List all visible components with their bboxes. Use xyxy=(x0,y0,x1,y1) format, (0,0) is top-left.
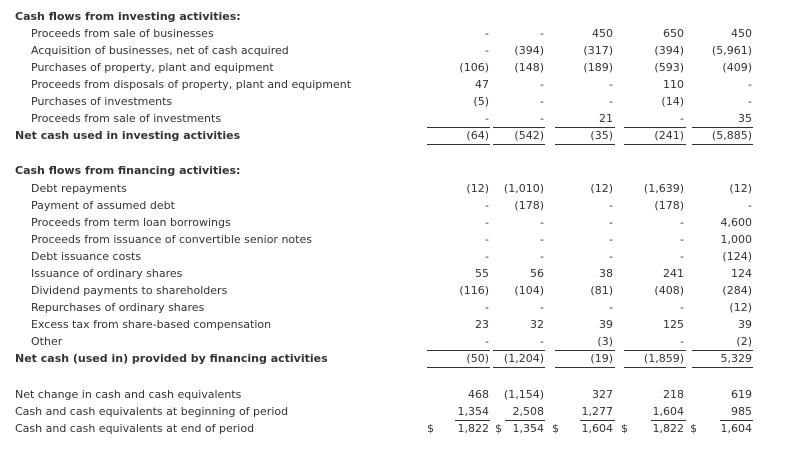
cell-value: 110 xyxy=(663,78,684,91)
cell-value: 619 xyxy=(731,388,752,401)
cell-value: - xyxy=(748,95,752,108)
currency-symbol: $ xyxy=(621,422,628,435)
row-label: Proceeds from issuance of convertible senior notes xyxy=(31,233,312,246)
cell-value: (1,010) xyxy=(503,182,544,195)
currency-symbol: $ xyxy=(690,422,697,435)
cell-value: 218 xyxy=(663,388,684,401)
cell-value: - xyxy=(540,78,544,91)
total-rule xyxy=(555,144,615,145)
cell-value: (12) xyxy=(466,182,489,195)
cell-value: (593) xyxy=(654,61,684,74)
cell-value: 55 xyxy=(475,267,489,280)
cell-value: 468 xyxy=(468,388,489,401)
cell-value: 39 xyxy=(738,318,752,331)
table-row xyxy=(0,214,790,231)
cell-value: (5) xyxy=(473,95,489,108)
table-row xyxy=(0,231,790,248)
cell-value: (394) xyxy=(514,44,544,57)
cell-value: 125 xyxy=(663,318,684,331)
cell-value: 1,822 xyxy=(457,422,489,435)
cell-value: (189) xyxy=(583,61,613,74)
cell-value: - xyxy=(540,233,544,246)
currency-symbol: $ xyxy=(552,422,559,435)
total-rule xyxy=(493,367,545,368)
cell-value: 39 xyxy=(599,318,613,331)
cell-value: - xyxy=(680,216,684,229)
cell-value: (116) xyxy=(459,284,489,297)
cell-value: 1,604 xyxy=(720,422,752,435)
cell-value: 35 xyxy=(738,112,752,125)
cell-value: 4,600 xyxy=(720,216,752,229)
cell-value: - xyxy=(540,95,544,108)
cell-value: 2,508 xyxy=(512,405,544,418)
cell-value: 1,604 xyxy=(581,422,613,435)
total-row xyxy=(0,350,790,367)
cell-value: - xyxy=(540,301,544,314)
currency-symbol: $ xyxy=(495,422,502,435)
cell-value: - xyxy=(485,301,489,314)
total-value: (1,204) xyxy=(503,352,544,365)
table-row xyxy=(0,25,790,42)
table-row xyxy=(0,180,790,197)
cell-value: 38 xyxy=(599,267,613,280)
cell-value: - xyxy=(609,199,613,212)
total-label: Net cash (used in) provided by financing activities xyxy=(15,352,328,365)
total-value: (5,885) xyxy=(711,129,752,142)
row-label: Acquisition of businesses, net of cash acquired xyxy=(31,44,289,57)
row-label: Purchases of investments xyxy=(31,95,173,108)
total-label: Net cash used in investing activities xyxy=(15,129,241,142)
table-row xyxy=(0,386,790,403)
total-value: (1,859) xyxy=(643,352,684,365)
row-label: Repurchases of ordinary shares xyxy=(31,301,205,314)
currency-symbol: $ xyxy=(427,422,434,435)
cell-value: 1,604 xyxy=(652,405,684,418)
row-label: Net change in cash and cash equivalents xyxy=(15,388,242,401)
table-row xyxy=(0,299,790,316)
cell-value: (1,639) xyxy=(643,182,684,195)
cell-value: - xyxy=(485,335,489,348)
cell-value: - xyxy=(485,250,489,263)
cell-value: (12) xyxy=(590,182,613,195)
cell-value: 1,000 xyxy=(720,233,752,246)
cell-value: - xyxy=(680,250,684,263)
cell-value: (3) xyxy=(597,335,613,348)
cell-value: (14) xyxy=(661,95,684,108)
total-value: 5,329 xyxy=(720,352,752,365)
total-value: (19) xyxy=(590,352,613,365)
cell-value: 1,277 xyxy=(581,405,613,418)
row-label: Issuance of ordinary shares xyxy=(31,267,183,280)
table-row xyxy=(0,59,790,76)
row-label: Cash and cash equivalents at end of period xyxy=(15,422,255,435)
cell-value: - xyxy=(540,250,544,263)
total-rule xyxy=(427,367,490,368)
cell-value: (81) xyxy=(590,284,613,297)
total-rule xyxy=(624,367,686,368)
total-rule xyxy=(555,367,615,368)
cell-value: (148) xyxy=(514,61,544,74)
cell-value: 450 xyxy=(731,27,752,40)
table-row xyxy=(0,316,790,333)
cell-value: - xyxy=(609,95,613,108)
cell-value: - xyxy=(485,44,489,57)
cell-value: (106) xyxy=(459,61,489,74)
cell-value: (2) xyxy=(736,335,752,348)
cell-value: - xyxy=(609,78,613,91)
table-row xyxy=(0,110,790,127)
cell-value: 21 xyxy=(599,112,613,125)
section-title: Cash flows from financing activities: xyxy=(15,164,241,177)
cell-value: 650 xyxy=(663,27,684,40)
cell-value: - xyxy=(540,112,544,125)
cell-value: - xyxy=(485,233,489,246)
cell-value: 47 xyxy=(475,78,489,91)
cell-value: (1,154) xyxy=(503,388,544,401)
cell-value: (409) xyxy=(722,61,752,74)
table-row xyxy=(0,333,790,350)
cell-value: (178) xyxy=(514,199,544,212)
cell-value: (408) xyxy=(654,284,684,297)
row-label: Proceeds from sale of investments xyxy=(31,112,222,125)
total-row xyxy=(0,420,790,437)
table-row xyxy=(0,42,790,59)
cell-value: - xyxy=(540,335,544,348)
total-rule xyxy=(692,367,753,368)
cell-value: (5,961) xyxy=(711,44,752,57)
cell-value: - xyxy=(680,335,684,348)
total-value: (50) xyxy=(466,352,489,365)
row-label: Other xyxy=(31,335,63,348)
table-row xyxy=(0,197,790,214)
total-value: (35) xyxy=(590,129,613,142)
cell-value: 56 xyxy=(530,267,544,280)
cell-value: - xyxy=(609,233,613,246)
cell-value: 1,822 xyxy=(652,422,684,435)
cell-value: 32 xyxy=(530,318,544,331)
cell-value: - xyxy=(609,216,613,229)
cell-value: 450 xyxy=(592,27,613,40)
cell-value: - xyxy=(748,199,752,212)
cell-value: 327 xyxy=(592,388,613,401)
cell-value: 124 xyxy=(731,267,752,280)
total-rule xyxy=(427,144,490,145)
total-rule xyxy=(624,144,686,145)
table-row xyxy=(0,265,790,282)
financing-header-row xyxy=(0,162,790,179)
cell-value: 1,354 xyxy=(457,405,489,418)
cell-value: (317) xyxy=(583,44,613,57)
table-row xyxy=(0,248,790,265)
cell-value: - xyxy=(485,27,489,40)
cell-value: 23 xyxy=(475,318,489,331)
cell-value: 1,354 xyxy=(512,422,544,435)
row-label: Purchases of property, plant and equipment xyxy=(31,61,274,74)
cell-value: - xyxy=(680,233,684,246)
cell-value: 241 xyxy=(663,267,684,280)
cell-value: 985 xyxy=(731,405,752,418)
total-row xyxy=(0,127,790,144)
cell-value: - xyxy=(609,250,613,263)
row-label: Excess tax from share-based compensation xyxy=(31,318,272,331)
table-row xyxy=(0,282,790,299)
cell-value: - xyxy=(680,301,684,314)
cell-value: - xyxy=(748,78,752,91)
cell-value: (104) xyxy=(514,284,544,297)
section-title: Cash flows from investing activities: xyxy=(15,10,241,23)
cell-value: (394) xyxy=(654,44,684,57)
total-value: (64) xyxy=(466,129,489,142)
total-value: (241) xyxy=(654,129,684,142)
row-label: Cash and cash equivalents at beginning of period xyxy=(15,405,289,418)
cell-value: (178) xyxy=(654,199,684,212)
cell-value: - xyxy=(485,112,489,125)
row-label: Debt repayments xyxy=(31,182,127,195)
row-label: Payment of assumed debt xyxy=(31,199,175,212)
total-rule xyxy=(493,144,545,145)
row-label: Dividend payments to shareholders xyxy=(31,284,228,297)
cell-value: (124) xyxy=(722,250,752,263)
total-rule xyxy=(692,144,753,145)
row-label: Proceeds from sale of businesses xyxy=(31,27,214,40)
table-row xyxy=(0,93,790,110)
cell-value: - xyxy=(609,301,613,314)
row-label: Proceeds from term loan borrowings xyxy=(31,216,231,229)
cell-value: (12) xyxy=(729,301,752,314)
investing-header-row xyxy=(0,8,790,25)
cell-value: - xyxy=(485,216,489,229)
cell-value: - xyxy=(680,112,684,125)
table-row xyxy=(0,403,790,420)
row-label: Proceeds from disposals of property, plant and equipment xyxy=(31,78,352,91)
cell-value: (284) xyxy=(722,284,752,297)
cell-value: - xyxy=(540,27,544,40)
cell-value: (12) xyxy=(729,182,752,195)
row-label: Debt issuance costs xyxy=(31,250,142,263)
table-row xyxy=(0,76,790,93)
cell-value: - xyxy=(485,199,489,212)
total-value: (542) xyxy=(514,129,544,142)
cell-value: - xyxy=(540,216,544,229)
